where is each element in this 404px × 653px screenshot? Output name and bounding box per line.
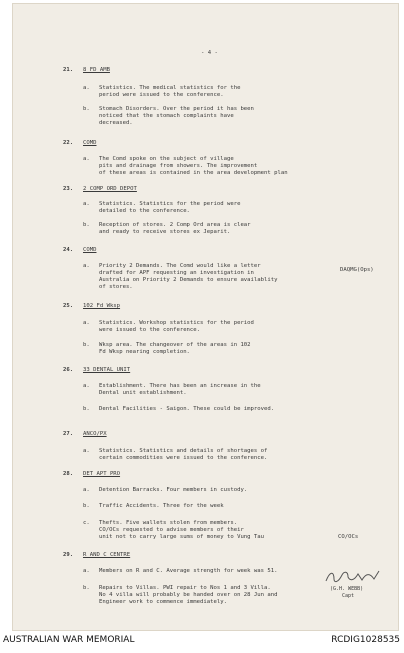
item-line: Statistics. The medical statistics for the	[99, 85, 241, 91]
handwritten-signature	[322, 567, 382, 587]
item-line: Wksp area. The changeover of the areas in 102	[99, 342, 251, 348]
item-line: of stores.	[99, 284, 133, 290]
margin-note: DAQMG(Ops)	[340, 267, 374, 273]
item-letter: a.	[83, 487, 90, 493]
section-heading: 33 DENTAL UNIT	[83, 367, 131, 373]
item-letter: b.	[83, 222, 90, 228]
item-letter: a.	[83, 320, 90, 326]
margin-note: CO/OCs	[338, 534, 359, 540]
footer-archive-name: AUSTRALIAN WAR MEMORIAL	[3, 635, 135, 645]
document-page	[12, 3, 399, 631]
section-heading: R AND C CENTRE	[83, 552, 131, 558]
footer-record-id: RCDIG1028535	[331, 635, 400, 645]
section-number: 27.	[63, 431, 74, 437]
page-number: - 4 -	[201, 50, 218, 56]
section-number: 25.	[63, 303, 74, 309]
section-heading: 2 COMP ORD DEPOT	[83, 186, 137, 192]
item-letter: b.	[83, 106, 90, 112]
section-number: 26.	[63, 367, 74, 373]
item-letter: a.	[83, 263, 90, 269]
item-line: Thefts. Five wallets stolen from members.	[99, 520, 238, 526]
item-line: and ready to receive stores ex Jeparit.	[99, 229, 231, 235]
section-number: 28.	[63, 471, 74, 477]
section-number: 23.	[63, 186, 74, 192]
item-line: CO/OCs requested to advise members of their	[99, 527, 244, 533]
item-line: decreased.	[99, 120, 133, 126]
item-letter: b.	[83, 406, 90, 412]
item-line: Statistics. Workshop statistics for the period	[99, 320, 254, 326]
item-letter: a.	[83, 383, 90, 389]
item-letter: a.	[83, 568, 90, 574]
section-number: 24.	[63, 247, 74, 253]
item-line: Stomach Disorders. Over the period it has been	[99, 106, 254, 112]
item-line: Fd Wksp nearing completion.	[99, 349, 190, 355]
section-number: 22.	[63, 140, 74, 146]
item-line: The Comd spoke on the subject of village	[99, 156, 234, 162]
item-line: drafted for APF requesting an investigation in	[99, 270, 254, 276]
item-line: Repairs to Villas. PWI repair to Nos 1 and 3 Villa.	[99, 585, 271, 591]
item-line: unit not to carry large sums of money to Vung Tau	[99, 534, 265, 540]
item-line: Traffic Accidents. Three for the week	[99, 503, 224, 509]
item-line: No 4 villa will probably be handed over on 28 Jun and	[99, 592, 278, 598]
item-line: of these areas is contained in the area development plan	[99, 170, 288, 176]
section-number: 21.	[63, 67, 74, 73]
section-heading: DET APT PRO	[83, 471, 121, 477]
item-letter: b.	[83, 503, 90, 509]
item-letter: c.	[83, 520, 90, 526]
item-line: Engineer work to commence immediately.	[99, 599, 227, 605]
signature-rank: Capt	[342, 593, 355, 599]
item-line: period were issued to the conference.	[99, 92, 224, 98]
item-line: Australia on Priority 2 Demands to ensure availablity	[99, 277, 278, 283]
item-letter: b.	[83, 585, 90, 591]
item-line: noticed that the stomach complaints have	[99, 113, 234, 119]
item-letter: a.	[83, 448, 90, 454]
item-line: Detention Barracks. Four members in custody.	[99, 487, 248, 493]
item-line: Statistics. Statistics and details of shortages of	[99, 448, 268, 454]
section-heading: COMD	[83, 140, 97, 146]
section-heading: 8 FD AMB	[83, 67, 110, 73]
section-heading: ANCO/PX	[83, 431, 107, 437]
item-line: Priority 2 Demands. The Comd would like a letter	[99, 263, 261, 269]
section-number: 29.	[63, 552, 74, 558]
item-line: Members on R and C. Average strength for week was 51.	[99, 568, 278, 574]
archive-footer	[0, 631, 404, 653]
item-line: Statistics. Statistics for the period were	[99, 201, 241, 207]
item-letter: b.	[83, 342, 90, 348]
section-heading: 102 Fd Wksp	[83, 303, 121, 309]
item-line: were issued to the conference.	[99, 327, 201, 333]
signature-name: (G.H. WEBB)	[330, 586, 364, 592]
item-line: Dental unit establishment.	[99, 390, 187, 396]
item-line: Establishment. There has been an increase in the	[99, 383, 261, 389]
item-line: certain commodities were issued to the conference.	[99, 455, 268, 461]
item-line: detailed to the conference.	[99, 208, 190, 214]
item-line: Reception of stores. 2 Comp Ord area is clear	[99, 222, 251, 228]
item-line: Dental Facilities - Saigon. These could be improved.	[99, 406, 275, 412]
item-letter: a.	[83, 156, 90, 162]
item-letter: a.	[83, 85, 90, 91]
item-line: pits and drainage from showers. The improvement	[99, 163, 258, 169]
section-heading: COMD	[83, 247, 97, 253]
item-letter: a.	[83, 201, 90, 207]
